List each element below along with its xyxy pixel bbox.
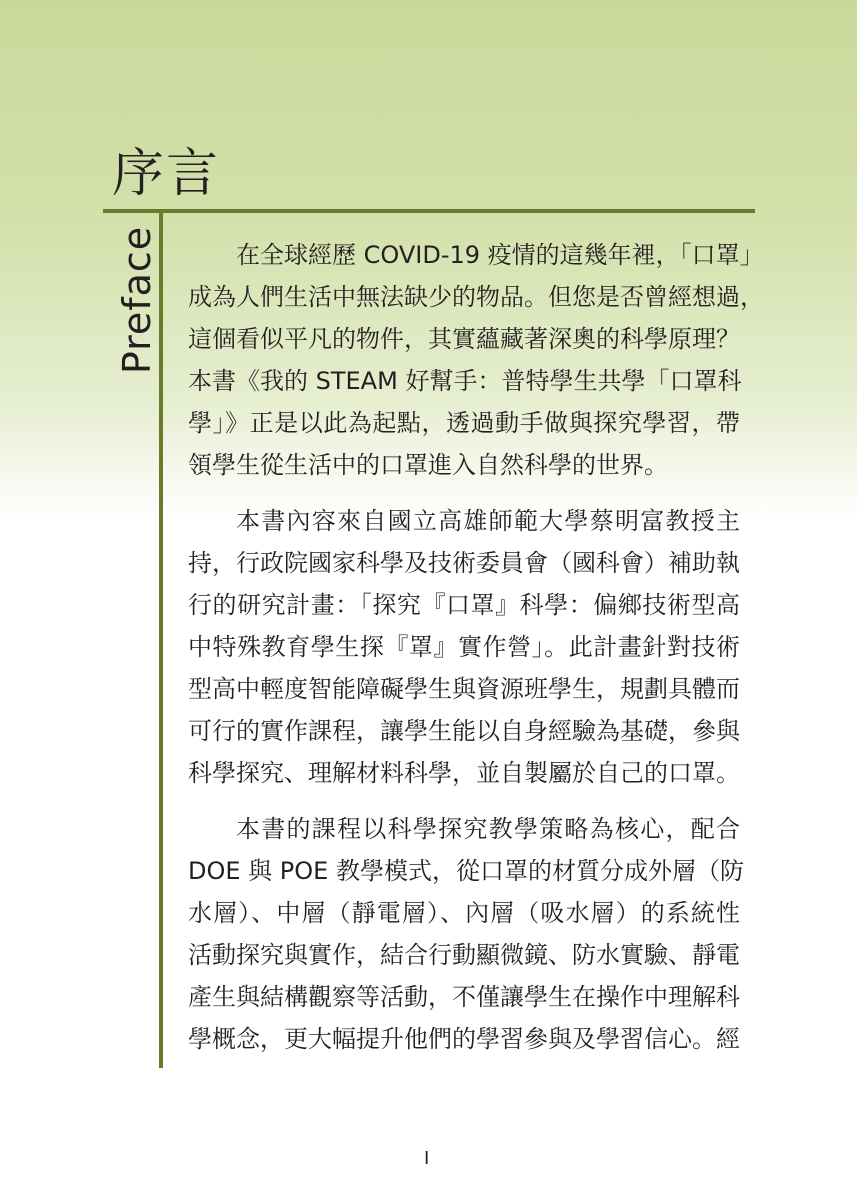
text-line: 成為人們生活中無法缺少的物品。但您是否曾經想過， [188,283,764,311]
preface-side-label: Preface [115,225,159,375]
text-line: 中特殊教育學生探『罩』實作營」。此計畫針對技術 [188,633,740,661]
page-number: I [424,1148,430,1169]
text-line: 水層）、中層（靜電層）、內層（吸水層）的系統性 [188,899,740,927]
text-line: 本書內容來自國立高雄師範大學蔡明富教授主 [236,507,740,535]
text-line: 領學生從生活中的口罩進入自然科學的世界。 [188,451,668,479]
text-line: 本書《我的 STEAM 好幫手：普特學生共學「口罩科 [188,367,742,395]
text-line: 持，行政院國家科學及技術委員會（國科會）補助執 [188,549,740,577]
text-line: 產生與結構觀察等活動，不僅讓學生在操作中理解科 [188,983,740,1011]
paragraph-3 [188,808,744,1060]
text-line: 型高中輕度智能障礙學生與資源班學生，規劃具體而 [188,675,740,703]
text-line: 可行的實作課程，讓學生能以自身經驗為基礎，參與 [188,717,740,745]
text-line: 學概念，更大幅提升他們的學習參與及學習信心。經 [188,1025,740,1053]
text-line: 在全球經歷 COVID-19 疫情的這幾年裡，「口罩」 [236,241,764,269]
text-line: 學」》正是以此為起點，透過動手做與探究學習，帶 [188,409,740,437]
title-divider [103,209,755,213]
text-line: 活動探究與實作，結合行動顯微鏡、防水實驗、靜電 [188,941,740,969]
text-line: 科學探究、理解材料科學，並自製屬於自己的口罩。 [188,759,740,787]
text-line: 行的研究計畫：「探究『口罩』科學：偏鄉技術型高 [188,591,740,619]
page-title: 序言 [112,144,221,204]
text-line: 本書的課程以科學探究教學策略為核心，配合 [236,815,740,843]
text-line: DOE 與 POE 教學模式，從口罩的材質分成外層（防 [188,857,744,885]
text-line: 這個看似平凡的物件，其實蘊藏著深奧的科學原理？ [188,325,740,353]
paragraph-2 [188,500,740,794]
paragraph-1 [188,234,764,486]
side-rule [159,211,163,1068]
